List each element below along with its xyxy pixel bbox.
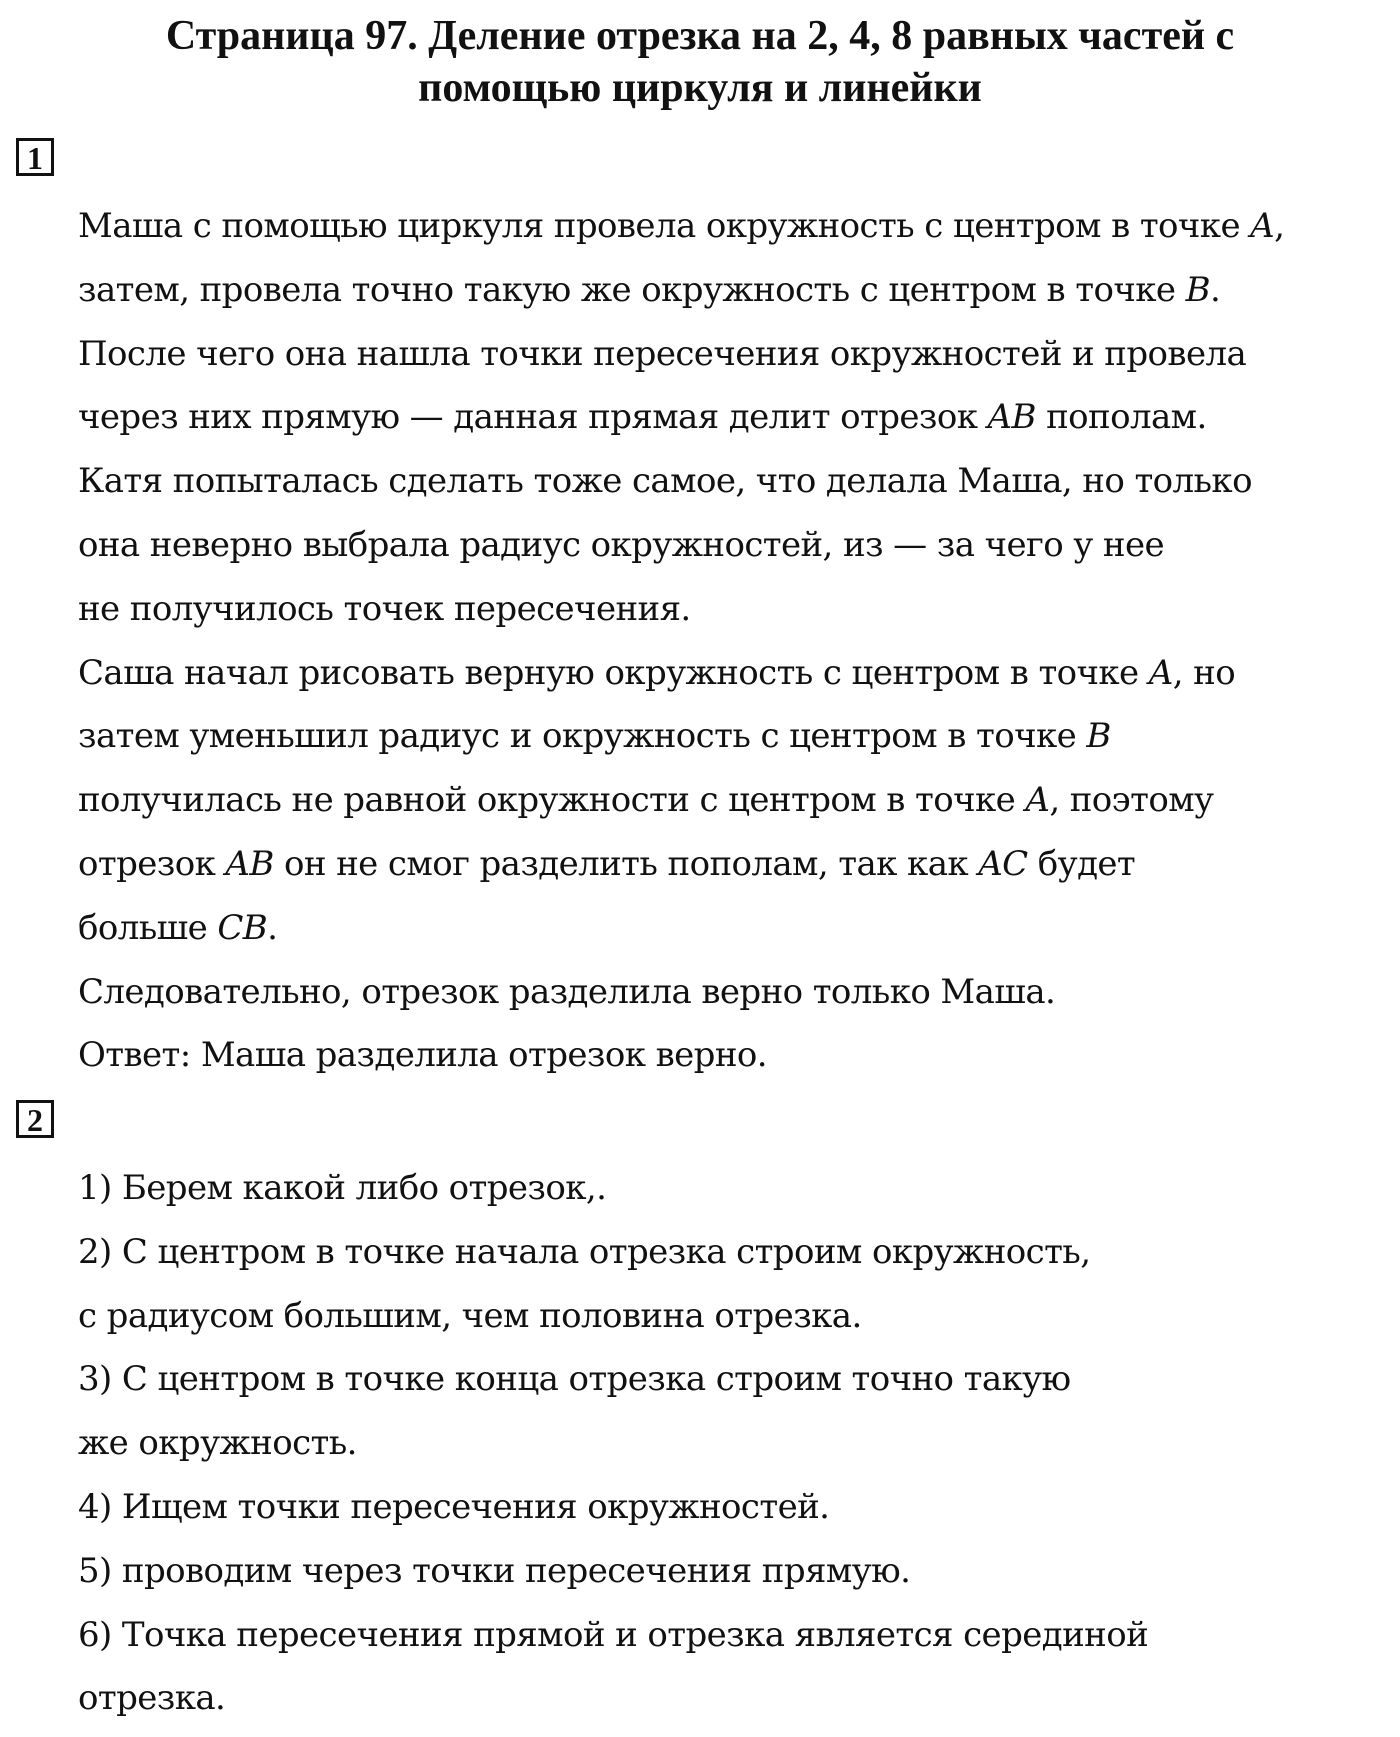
task-2-line: же окружность. [78, 1423, 357, 1464]
task-1-line: больше 𝐶𝐵. [78, 907, 278, 948]
task-1-line: Следовательно, отрезок разделила верно только Маша. [78, 971, 1056, 1012]
task-2-line: 6) Точка пересечения прямой и отрезка является серединой [78, 1614, 1149, 1655]
task-2-line: 1) Берем какой либо отрезок,. [78, 1168, 607, 1208]
task-1-line: через них прямую — данная прямая делит отрезок 𝐴𝐵 пополам. [78, 397, 1207, 438]
task-2-line: 2) С центром в точке начала отрезка строим окружность, [78, 1231, 1091, 1272]
task-2-line: с радиусом большим, чем половина отрезка. [78, 1295, 862, 1336]
task-2-line: отрезка. [78, 1678, 226, 1719]
task-number-1: 1 [16, 138, 54, 176]
task-1-line: Катя попыталась сделать тоже самое, что делала Маша, но только [78, 461, 1252, 502]
task-1-line: она неверно выбрала радиус окружностей, из — за чего у нее [78, 524, 1165, 565]
task-2-line: 5) проводим через точки пересечения прямую. [78, 1550, 911, 1591]
task-1-line: После чего она нашла точки пересечения окружностей и провела [78, 333, 1247, 374]
task-1-line: Маша с помощью циркуля провела окружность с центром в точке 𝐴, [78, 206, 1285, 246]
task-1-line: отрезок 𝐴𝐵 он не смог разделить пополам, так как 𝐴𝐶 будет [78, 843, 1136, 884]
page-title [60, 10, 1340, 114]
page-title-line-2: помощью циркуля и линейки [418, 65, 982, 111]
task-1-answer: Ответ: Маша разделила отрезок верно. [78, 1035, 767, 1076]
task-1-line: Саша начал рисовать верную окружность с центром в точке 𝐴, но [78, 652, 1236, 693]
task-1-line: получилась не равной окружности с центром в точке 𝐴, поэтому [78, 780, 1214, 821]
task-2-text [78, 1157, 1378, 1731]
task-1-text [78, 195, 1378, 1088]
task-2-line: 4) Ищем точки пересечения окружностей. [78, 1486, 830, 1527]
task-2-line: 3) С центром в точке конца отрезка строим точно такую [78, 1359, 1071, 1400]
task-number-2: 2 [16, 1100, 54, 1138]
task-1-line: затем, провела точно такую же окружность с центром в точке 𝐵. [78, 269, 1221, 310]
task-1-line: затем уменьшил радиус и окружность с центром в точке 𝐵 [78, 716, 1111, 757]
page-title-line-1: Страница 97. Деление отрезка на 2, 4, 8 равных частей с [165, 13, 1235, 59]
task-1-line: не получилось точек пересечения. [78, 588, 691, 629]
